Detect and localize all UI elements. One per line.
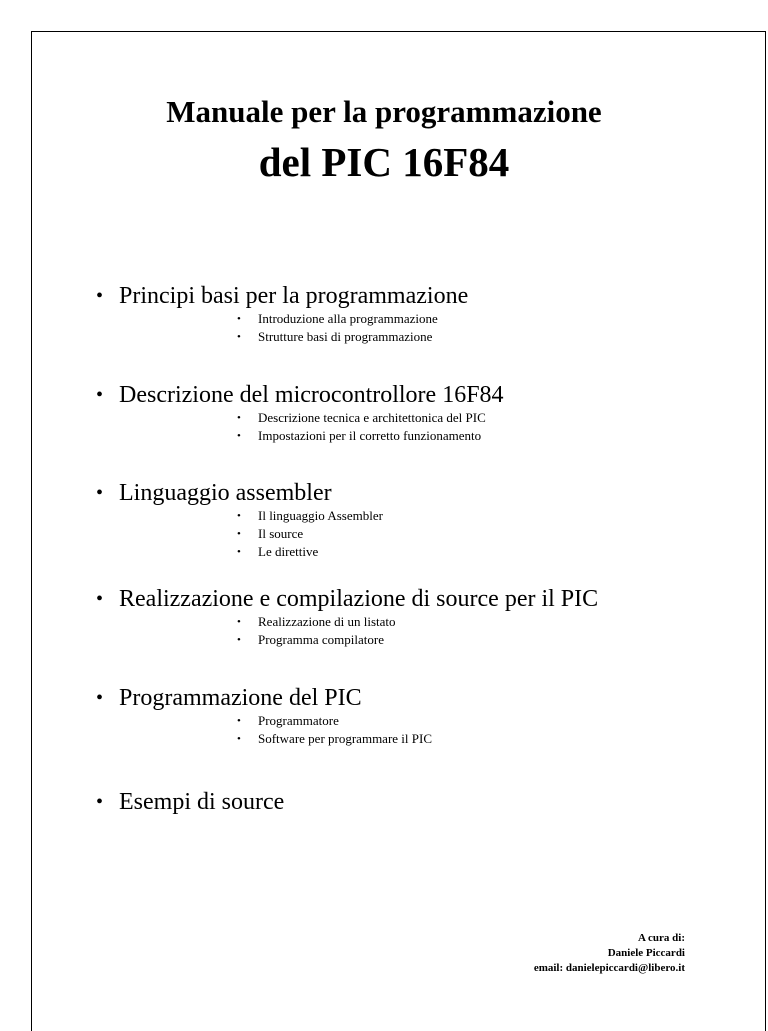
section-heading: Esempi di source bbox=[119, 789, 285, 815]
sub-list bbox=[234, 310, 606, 346]
bullet-icon: • bbox=[237, 313, 241, 325]
bullet-icon: • bbox=[237, 634, 241, 646]
section-descrizione bbox=[96, 381, 504, 445]
bullet-icon: • bbox=[96, 687, 104, 709]
credits-author: Daniele Piccardi bbox=[607, 947, 685, 959]
list-item: • Le direttive bbox=[237, 544, 319, 559]
section-principi bbox=[96, 282, 468, 346]
sub-list bbox=[234, 507, 470, 561]
bullet-icon: • bbox=[237, 715, 241, 727]
bullet-icon: • bbox=[237, 528, 241, 540]
list-item: • Realizzazione di un listato bbox=[237, 614, 396, 629]
bullet-icon: • bbox=[96, 482, 104, 504]
list-item: • Impostazioni per il corretto funzionamento bbox=[237, 428, 482, 443]
section-heading: Programmazione del PIC bbox=[119, 685, 362, 711]
credits-block bbox=[534, 931, 685, 976]
bullet-icon: • bbox=[237, 430, 241, 442]
list-item: • Introduzione alla programmazione bbox=[237, 311, 438, 326]
document-title-line-2: del PIC 16F84 bbox=[258, 139, 510, 185]
credits-email: email: danielepiccardi@libero.it bbox=[533, 962, 685, 974]
sub-list bbox=[234, 409, 642, 445]
document-title-line-1: Manuale per la programmazione bbox=[166, 94, 602, 129]
section-heading: Linguaggio assembler bbox=[119, 480, 332, 506]
list-item: • Software per programmare il PIC bbox=[237, 731, 433, 746]
bullet-icon: • bbox=[96, 384, 104, 406]
sub-list bbox=[234, 613, 736, 649]
list-item: • Programmatore bbox=[237, 713, 339, 728]
section-heading: Descrizione del microcontrollore 16F84 bbox=[119, 382, 504, 408]
bullet-icon: • bbox=[96, 791, 104, 813]
bullet-icon: • bbox=[237, 546, 241, 558]
sub-list bbox=[234, 712, 500, 748]
list-item: • Il source bbox=[237, 526, 304, 541]
section-linguaggio bbox=[96, 479, 383, 561]
bullet-icon: • bbox=[237, 733, 241, 745]
list-item: • Programma compilatore bbox=[237, 632, 384, 647]
section-esempi bbox=[96, 788, 284, 816]
section-heading: Realizzazione e compilazione di source per il PIC bbox=[119, 586, 599, 612]
bullet-icon: • bbox=[237, 412, 241, 424]
bullet-icon: • bbox=[96, 588, 104, 610]
section-programmazione bbox=[96, 684, 433, 748]
bullet-icon: • bbox=[96, 285, 104, 307]
list-item: • Descrizione tecnica e architettonica del PIC bbox=[237, 410, 486, 425]
section-heading: Principi basi per la programmazione bbox=[119, 283, 469, 309]
section-realizzazione bbox=[96, 585, 598, 649]
list-item: • Strutture basi di programmazione bbox=[237, 329, 433, 344]
bullet-icon: • bbox=[237, 510, 241, 522]
bullet-icon: • bbox=[237, 331, 241, 343]
credits-label: A cura di: bbox=[637, 932, 685, 944]
bullet-icon: • bbox=[237, 616, 241, 628]
list-item: • Il linguaggio Assembler bbox=[237, 508, 383, 523]
